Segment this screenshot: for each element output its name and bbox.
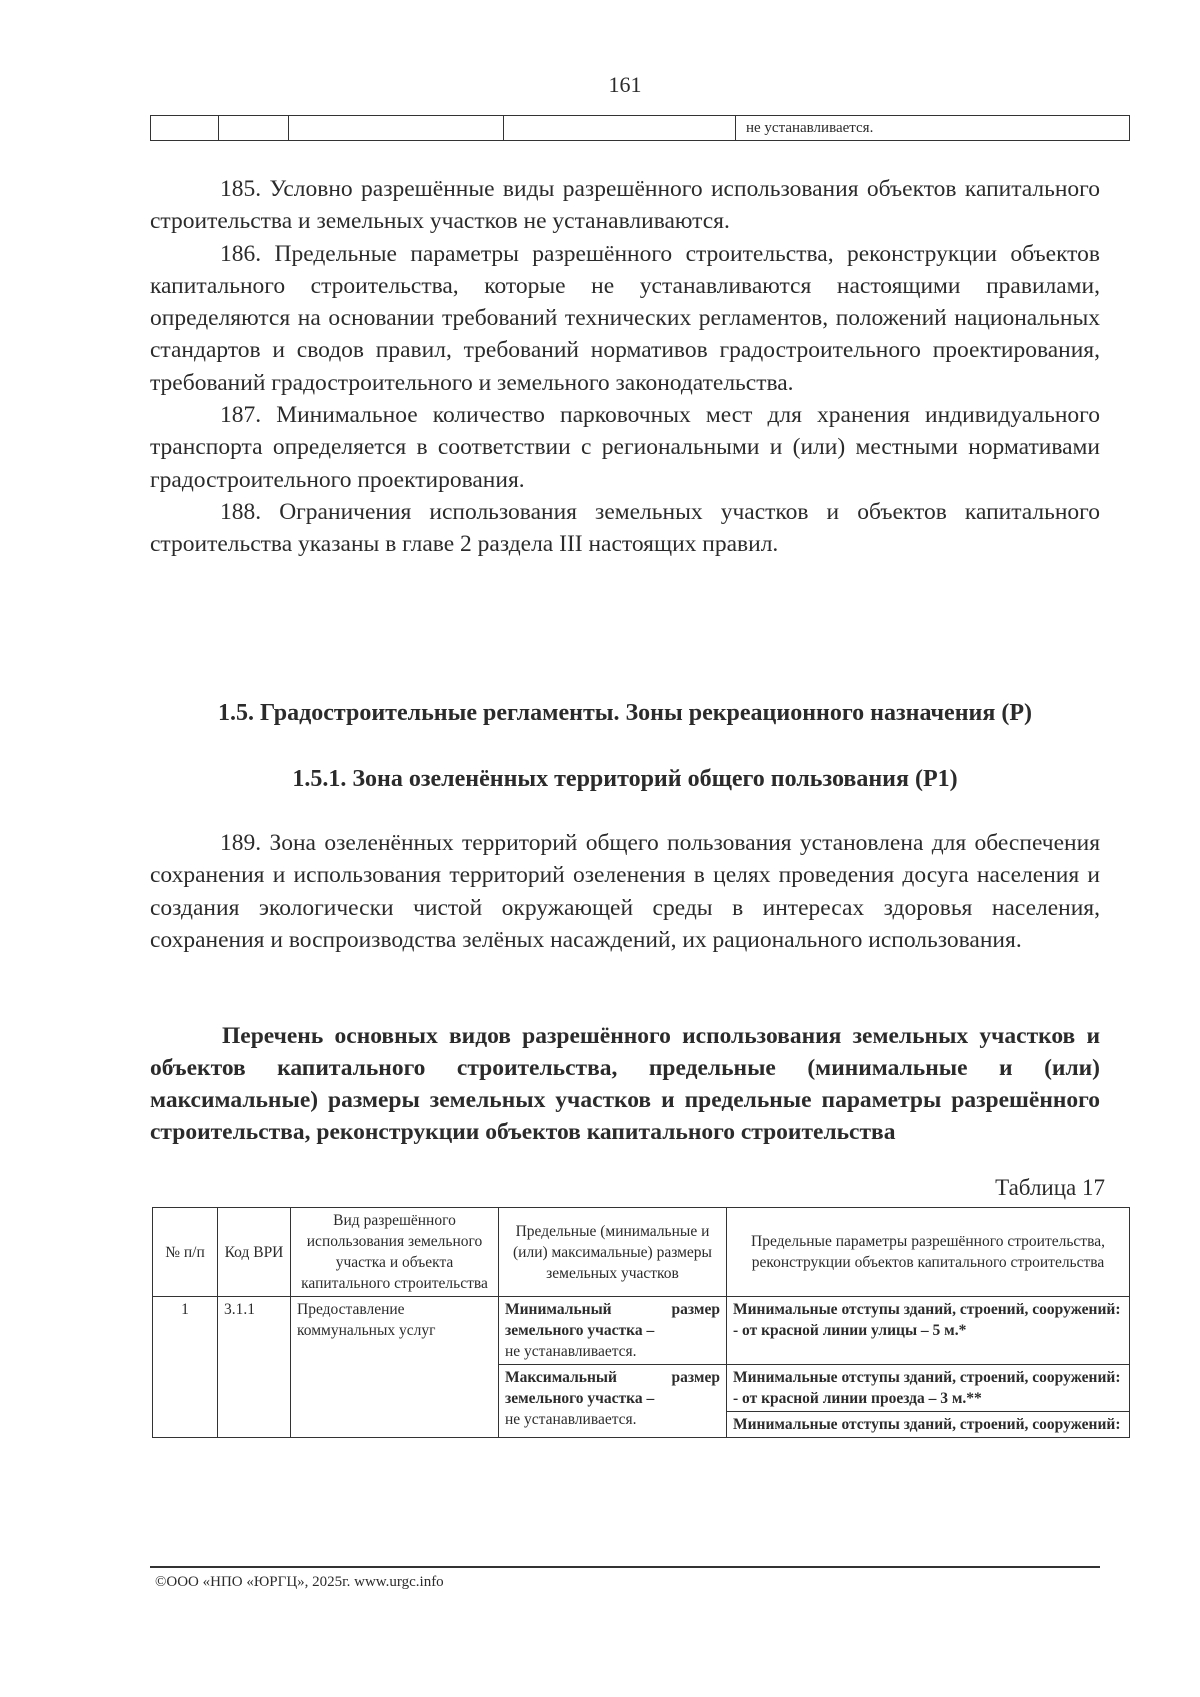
paragraphs-block-2 bbox=[150, 827, 1100, 956]
footer-divider bbox=[150, 1566, 1100, 1568]
header-kind: Вид разрешённого использования земельного участка и объекта капитального строительства bbox=[291, 1208, 499, 1297]
header-sizes: Предельные (минимальные и (или) максимальные) размеры земельных участков bbox=[499, 1208, 727, 1297]
max-size-value: не устанавливается. bbox=[505, 1411, 637, 1428]
header-params: Предельные параметры разрешённого строительства, реконструкции объектов капитального строительства bbox=[727, 1208, 1130, 1297]
paragraph-188: 188. Ограничения использования земельных участков и объектов капитального строительства указаны в главе 2 раздела III настоящих правил. bbox=[150, 498, 1100, 558]
subsection-heading: 1.5.1. Зона озеленённых территорий общего пользования (Р1) bbox=[292, 766, 958, 792]
table-caption: Таблица 17 bbox=[995, 1175, 1105, 1200]
cell-param-1 bbox=[727, 1297, 1130, 1365]
param-1-title: Минимальные отступы зданий, строений, сооружений: bbox=[733, 1301, 1121, 1318]
page-number: 161 bbox=[608, 72, 642, 97]
header-num: № п/п bbox=[153, 1208, 218, 1297]
param-1-value: - от красной линии улицы – 5 м.* bbox=[733, 1322, 967, 1339]
table-header-row bbox=[153, 1208, 1130, 1297]
min-size-value: не устанавливается. bbox=[505, 1343, 637, 1360]
cell-param-2 bbox=[727, 1365, 1130, 1412]
section-heading: 1.5. Градостроительные регламенты. Зоны рекреационного назначения (Р) bbox=[218, 700, 1032, 726]
paragraphs-block-1 bbox=[150, 173, 1100, 561]
param-2-value: - от красной линии проезда – 3 м.** bbox=[733, 1390, 982, 1407]
table-cell bbox=[219, 116, 289, 140]
param-3-title: Минимальные отступы зданий, строений, сооружений: bbox=[733, 1416, 1121, 1433]
table-cell bbox=[289, 116, 504, 140]
header-code: Код ВРИ bbox=[218, 1208, 291, 1297]
paragraph-186: 186. Предельные параметры разрешённого строительства, реконструкции объектов капитального строительства, которые не устанавливаются настоящими правилами, определяются на основании требований технических регламентов, положений национальных стандартов и сводов правил, требований нормативов градостроительного проектирования, требований градостроительного и земельного законодательства. bbox=[150, 240, 1100, 396]
cell-min-size bbox=[499, 1297, 727, 1365]
table-cell: не устанавливается. bbox=[746, 120, 874, 136]
cell-code: 3.1.1 bbox=[218, 1297, 291, 1438]
table-cell bbox=[151, 116, 219, 140]
table-row bbox=[153, 1297, 1130, 1365]
paragraph-187: 187. Минимальное количество парковочных мест для хранения индивидуального транспорта определяется в соответствии с региональными и (или) местными нормативами градостроительного проектирования. bbox=[150, 402, 1100, 493]
min-size-title: Минимальный размер земельного участка – bbox=[505, 1301, 720, 1339]
list-title: Перечень основных видов разрешённого использования земельных участков и объектов капитального строительства, предельные (минимальные и (или) максимальные) размеры земельных участков и предельные параметры разрешённого строительства, реконструкции объектов капитального строительства bbox=[150, 1023, 1100, 1145]
cell-num: 1 bbox=[153, 1297, 218, 1438]
paragraph-185: 185. Условно разрешённые виды разрешённого использования объектов капитального строительства и земельных участков не устанавливаются. bbox=[150, 176, 1100, 235]
footer-copyright: ©ООО «НПО «ЮРГЦ», 2025г. www.urgc.info bbox=[155, 1574, 444, 1590]
regulations-table bbox=[152, 1207, 1130, 1438]
cell-param-3 bbox=[727, 1412, 1130, 1438]
cell-max-size bbox=[499, 1365, 727, 1438]
table-cell bbox=[504, 116, 736, 140]
max-size-title: Максимальный размер земельного участка – bbox=[505, 1369, 720, 1407]
cell-kind: Предоставление коммунальных услуг bbox=[291, 1297, 499, 1438]
param-2-title: Минимальные отступы зданий, строений, сооружений: bbox=[733, 1369, 1121, 1386]
top-table-fragment bbox=[150, 115, 1130, 141]
paragraph-189: 189. Зона озеленённых территорий общего пользования установлена для обеспечения сохранения и использования территорий озеленения в целях проведения досуга населения и создания экологически чистой окружающей среды в интересах здоровья населения, сохранения и воспроизводства зелёных насаждений, их рационального использования. bbox=[150, 830, 1100, 953]
